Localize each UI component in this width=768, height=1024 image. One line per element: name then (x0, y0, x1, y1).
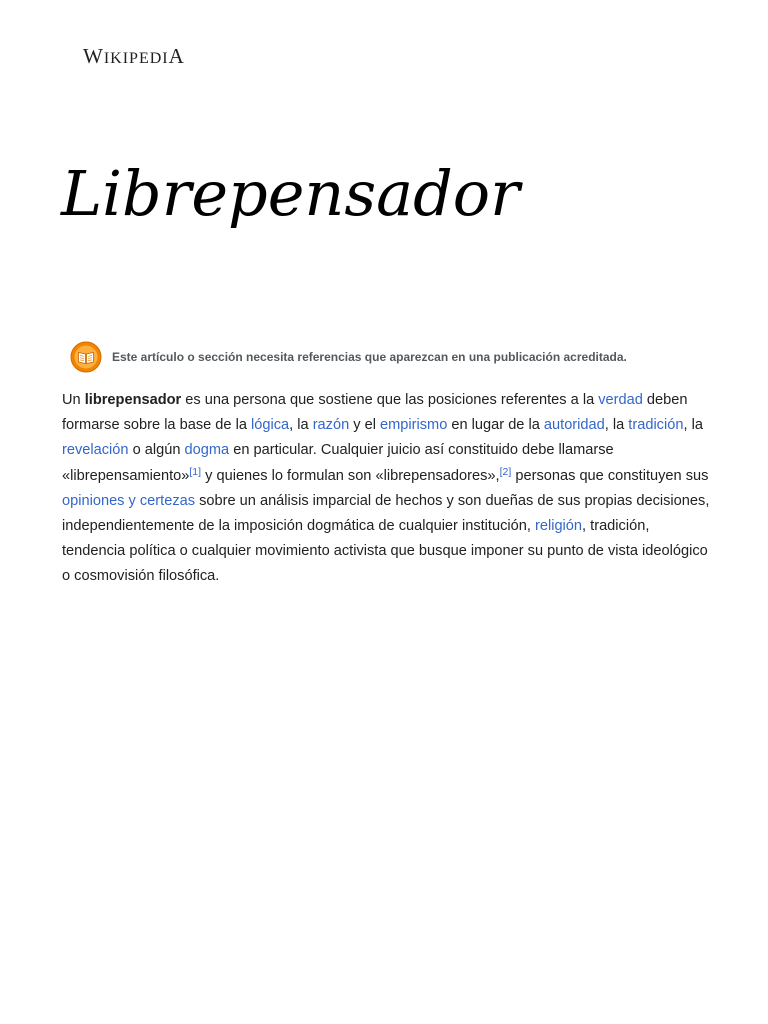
article-text: en particular. Cualquier juicio así constituido debe llamarse «librepensamiento» (62, 442, 614, 484)
reference-superscript (189, 466, 201, 478)
reference-link[interactable]: [1] (189, 465, 202, 478)
article-link[interactable]: dogma (184, 442, 230, 459)
article-text: , la (604, 417, 629, 434)
article-term-bold: librepensador (84, 392, 182, 408)
article-link[interactable]: religión (534, 518, 583, 535)
reference-link[interactable]: [2] (499, 465, 512, 478)
article-link[interactable]: opiniones y certezas (62, 492, 196, 509)
article-paragraph (62, 388, 712, 590)
article-text: , tradición, tendencia política o cualquier movimiento activista que busque imponer su punto de vista ideológico o cosmovisión filosófica. (62, 518, 708, 585)
article-link[interactable]: tradición (628, 417, 684, 434)
article-link[interactable]: revelación (62, 442, 129, 459)
article-text: personas que constituyen sus (511, 467, 709, 484)
article-text: es una persona que sostiene que las posiciones referentes a la (181, 392, 599, 408)
article-text: Un (62, 392, 85, 408)
article-text: , la (289, 417, 313, 434)
article-text: deben formarse sobre la base de la (62, 392, 688, 434)
article-link[interactable]: lógica (251, 417, 290, 434)
logo-part-middle: IKIPEDI (103, 50, 169, 67)
article-link[interactable]: empirismo (380, 417, 448, 434)
article-link[interactable]: verdad (598, 392, 643, 408)
article-text: en lugar de la (447, 417, 544, 434)
article-text: sobre un análisis imparcial de hechos y son dueñas de sus propias decisiones, independientemente de la imposición dogmática de cualquier institución, (62, 492, 710, 535)
notice-text: Este artículo o sección necesita referencias que aparezcan en una publicación acreditada. (112, 350, 627, 364)
book-with-question-icon (70, 341, 102, 373)
article-text: , la (683, 417, 703, 434)
article-link[interactable]: autoridad (543, 417, 605, 434)
article-link[interactable]: razón (312, 417, 350, 434)
reference-superscript (500, 466, 512, 478)
references-notice (70, 340, 710, 374)
article-text: y el (349, 417, 381, 434)
logo-part-last: A (168, 44, 185, 68)
article-text: y quienes lo formulan son «librepensadores», (201, 467, 500, 484)
logo-part-first: W (83, 44, 104, 68)
page-title: Librepensador (61, 157, 520, 230)
wikipedia-logo[interactable] (83, 44, 185, 71)
article-text: o algún (128, 442, 185, 459)
